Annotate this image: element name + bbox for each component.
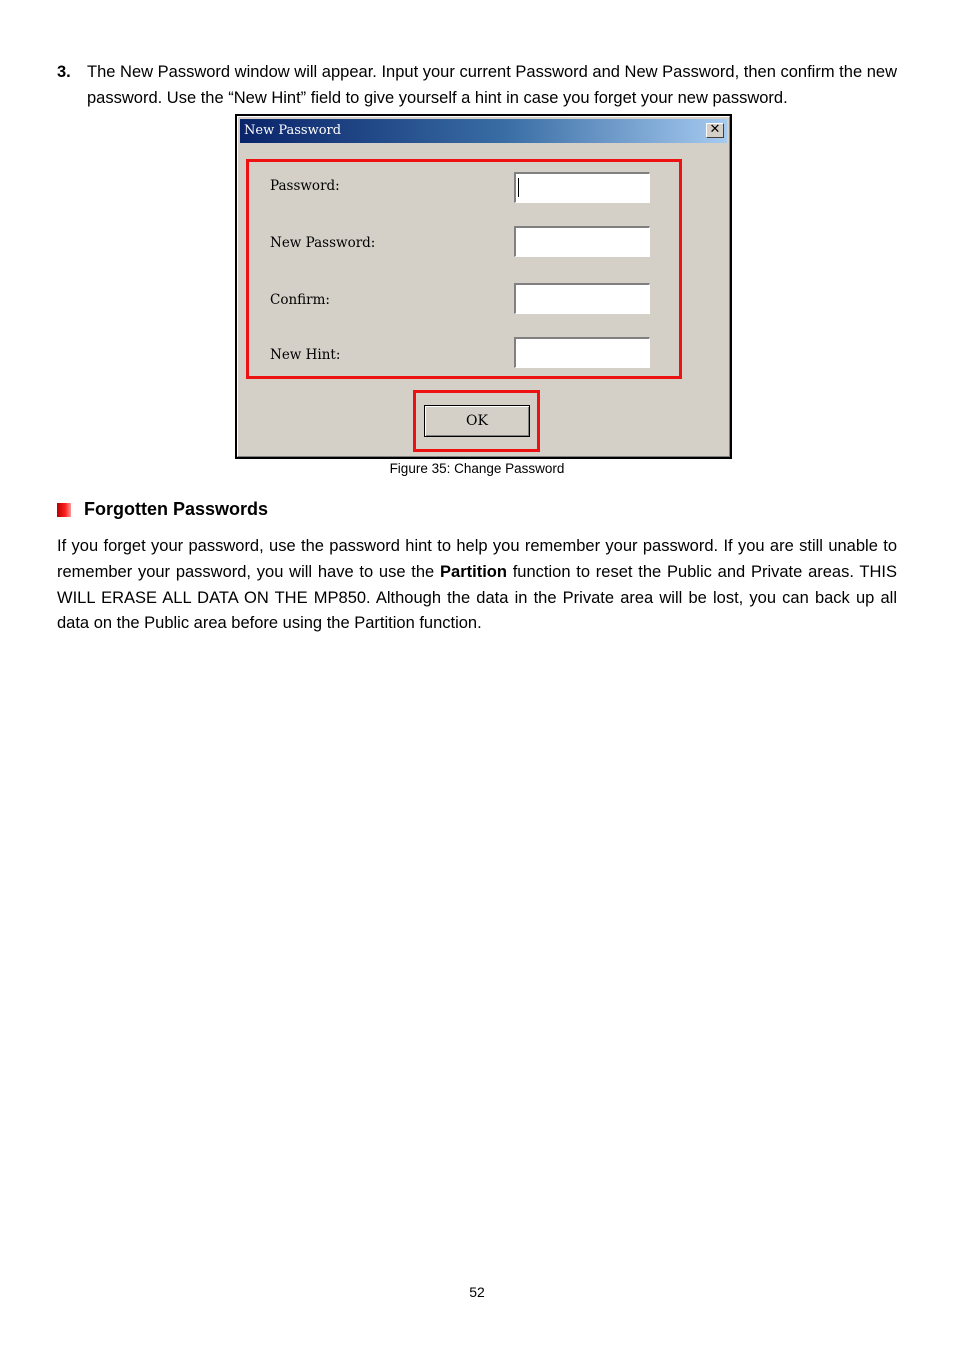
bullet-icon <box>57 503 71 517</box>
page-number: 52 <box>469 1284 485 1300</box>
new-hint-label: New Hint: <box>270 347 341 363</box>
section-title: Forgotten Passwords <box>84 499 269 519</box>
confirm-input[interactable] <box>514 283 650 314</box>
partition-term: Partition <box>440 562 507 581</box>
dialog-titlebar[interactable] <box>240 119 727 143</box>
new-password-dialog <box>235 114 732 459</box>
close-button[interactable] <box>706 123 724 138</box>
text-caret <box>518 178 519 197</box>
paragraph-text-end: function to reset the Public and Private areas. THIS WILL ERASE ALL DATA ON THE MP850. Although the data in the Private area will be lost, you can back up all data on the Public area before using the Partition function. <box>57 562 897 633</box>
password-input[interactable] <box>514 172 650 203</box>
step-text: The New Password window will appear. Input your current Password and New Password, then confirm the new password. Use the “New Hint” field to give yourself a hint in case you forget your new password. <box>87 63 897 107</box>
new-password-label: New Password: <box>270 235 376 251</box>
dialog-title: New Password <box>244 123 342 138</box>
password-label: Password: <box>270 178 340 194</box>
step-instruction <box>57 60 897 111</box>
section-paragraph <box>57 534 897 637</box>
new-hint-input[interactable] <box>514 337 650 368</box>
close-icon: ✕ <box>709 122 721 137</box>
new-password-input[interactable] <box>514 226 650 257</box>
step-number: 3. <box>57 63 71 81</box>
confirm-label: Confirm: <box>270 292 330 308</box>
figure-caption: Figure 35: Change Password <box>389 461 565 476</box>
paragraph-text-start: If you forget your password, use the password hint to help you remember your password. If you are still unable to remember your password, you will have to use the <box>57 537 897 581</box>
ok-button[interactable]: OK <box>424 405 530 437</box>
